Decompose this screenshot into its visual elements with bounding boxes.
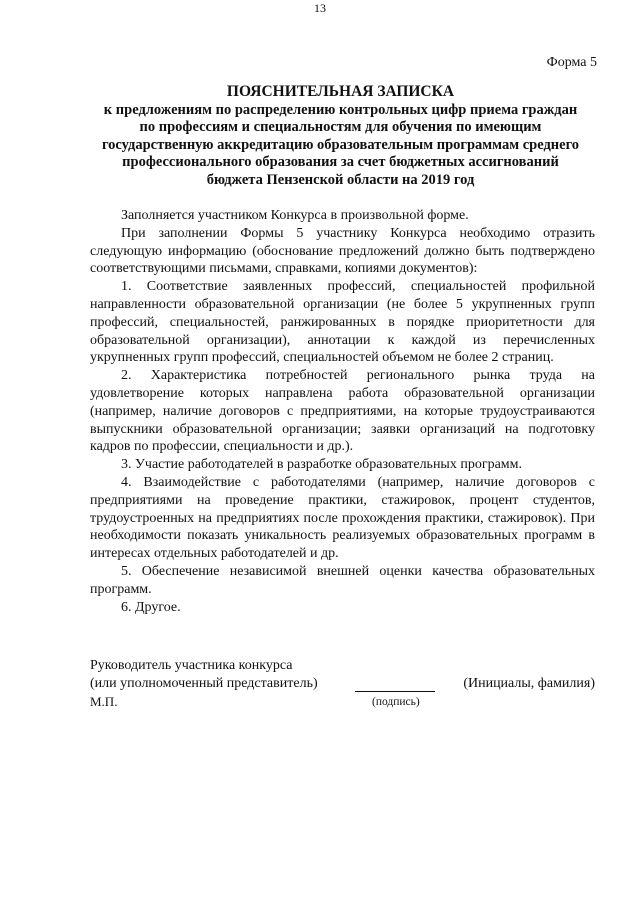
- signature-block: [90, 657, 595, 711]
- form-label: Форма 5: [546, 55, 597, 70]
- stamp-label: М.П.: [90, 694, 118, 709]
- list-item: 5. Обеспечение независимой внешней оценки качества образовательных программ.: [90, 563, 595, 597]
- signature-line: [355, 691, 435, 692]
- initials-label: (Инициалы, фамилия): [463, 676, 595, 691]
- list-item: 6. Другое.: [121, 599, 181, 615]
- signature-row-3: [90, 693, 595, 711]
- intro-paragraph: Заполняется участником Конкурса в произвольной форме.: [121, 208, 469, 223]
- title-line: бюджета Пензенской области на 2019 год: [206, 171, 475, 188]
- list-item: 3. Участие работодателей в разработке образовательных программ.: [121, 457, 523, 473]
- document-body: [90, 207, 595, 616]
- list-item: 4. Взаимодействие с работодателями (например, наличие договоров с предприятиями на проведение практики, стажировок, процент студентов, трудоустроенных на предприятиях после прохождения практики, стажировок). При необходимости показать уникальность реализуемых образовательных программ в интересах отдельных работодателей и др.: [90, 474, 595, 562]
- list-item: 2. Характеристика потребностей регионального рынка труда на удовлетворение которых направлена работа образовательной организации (например, наличие договоров с предприятиями, на которые трудоустраиваются выпускники образовательной организации; заявки организаций на подготовку кадров по профессии, специальности и др.).: [90, 368, 595, 455]
- page-number: 13: [314, 1, 326, 15]
- title-line: профессионального образования за счет бюджетных ассигнований: [122, 154, 559, 170]
- instruction-paragraph: При заполнении Формы 5 участнику Конкурса необходимо отразить следующую информацию (обоснование предложений должно быть подтверждено соответствующими письмами, справками, копиями документов):: [90, 225, 595, 277]
- signature-caption: (подпись): [372, 696, 420, 708]
- signature-row-1: [90, 657, 595, 675]
- title-line: по профессиям и специальностям для обучения по имеющим: [139, 119, 542, 135]
- signer-title: Руководитель участника конкурса: [90, 658, 293, 673]
- signer-representative: (или уполномоченный представитель): [90, 676, 318, 691]
- document-title: [88, 83, 593, 189]
- signature-row-2: [90, 675, 595, 693]
- title-line: государственную аккредитацию образовательным программам среднего: [101, 136, 580, 153]
- title-line: к предложениям по распределению контрольных цифр приема граждан: [103, 101, 578, 118]
- list-item: 1. Соответствие заявленных профессий, специальностей профильной направленности образовательной организации (не более 5 укрупненных групп профессий, специальностей, ранжированных в порядке приоритетности для образовательной организации), аннотации к каждой из перечисленных укрупненных групп профессий, специальностей объемом не более 2 страниц.: [90, 279, 595, 366]
- title-main: ПОЯСНИТЕЛЬНАЯ ЗАПИСКА: [226, 83, 455, 100]
